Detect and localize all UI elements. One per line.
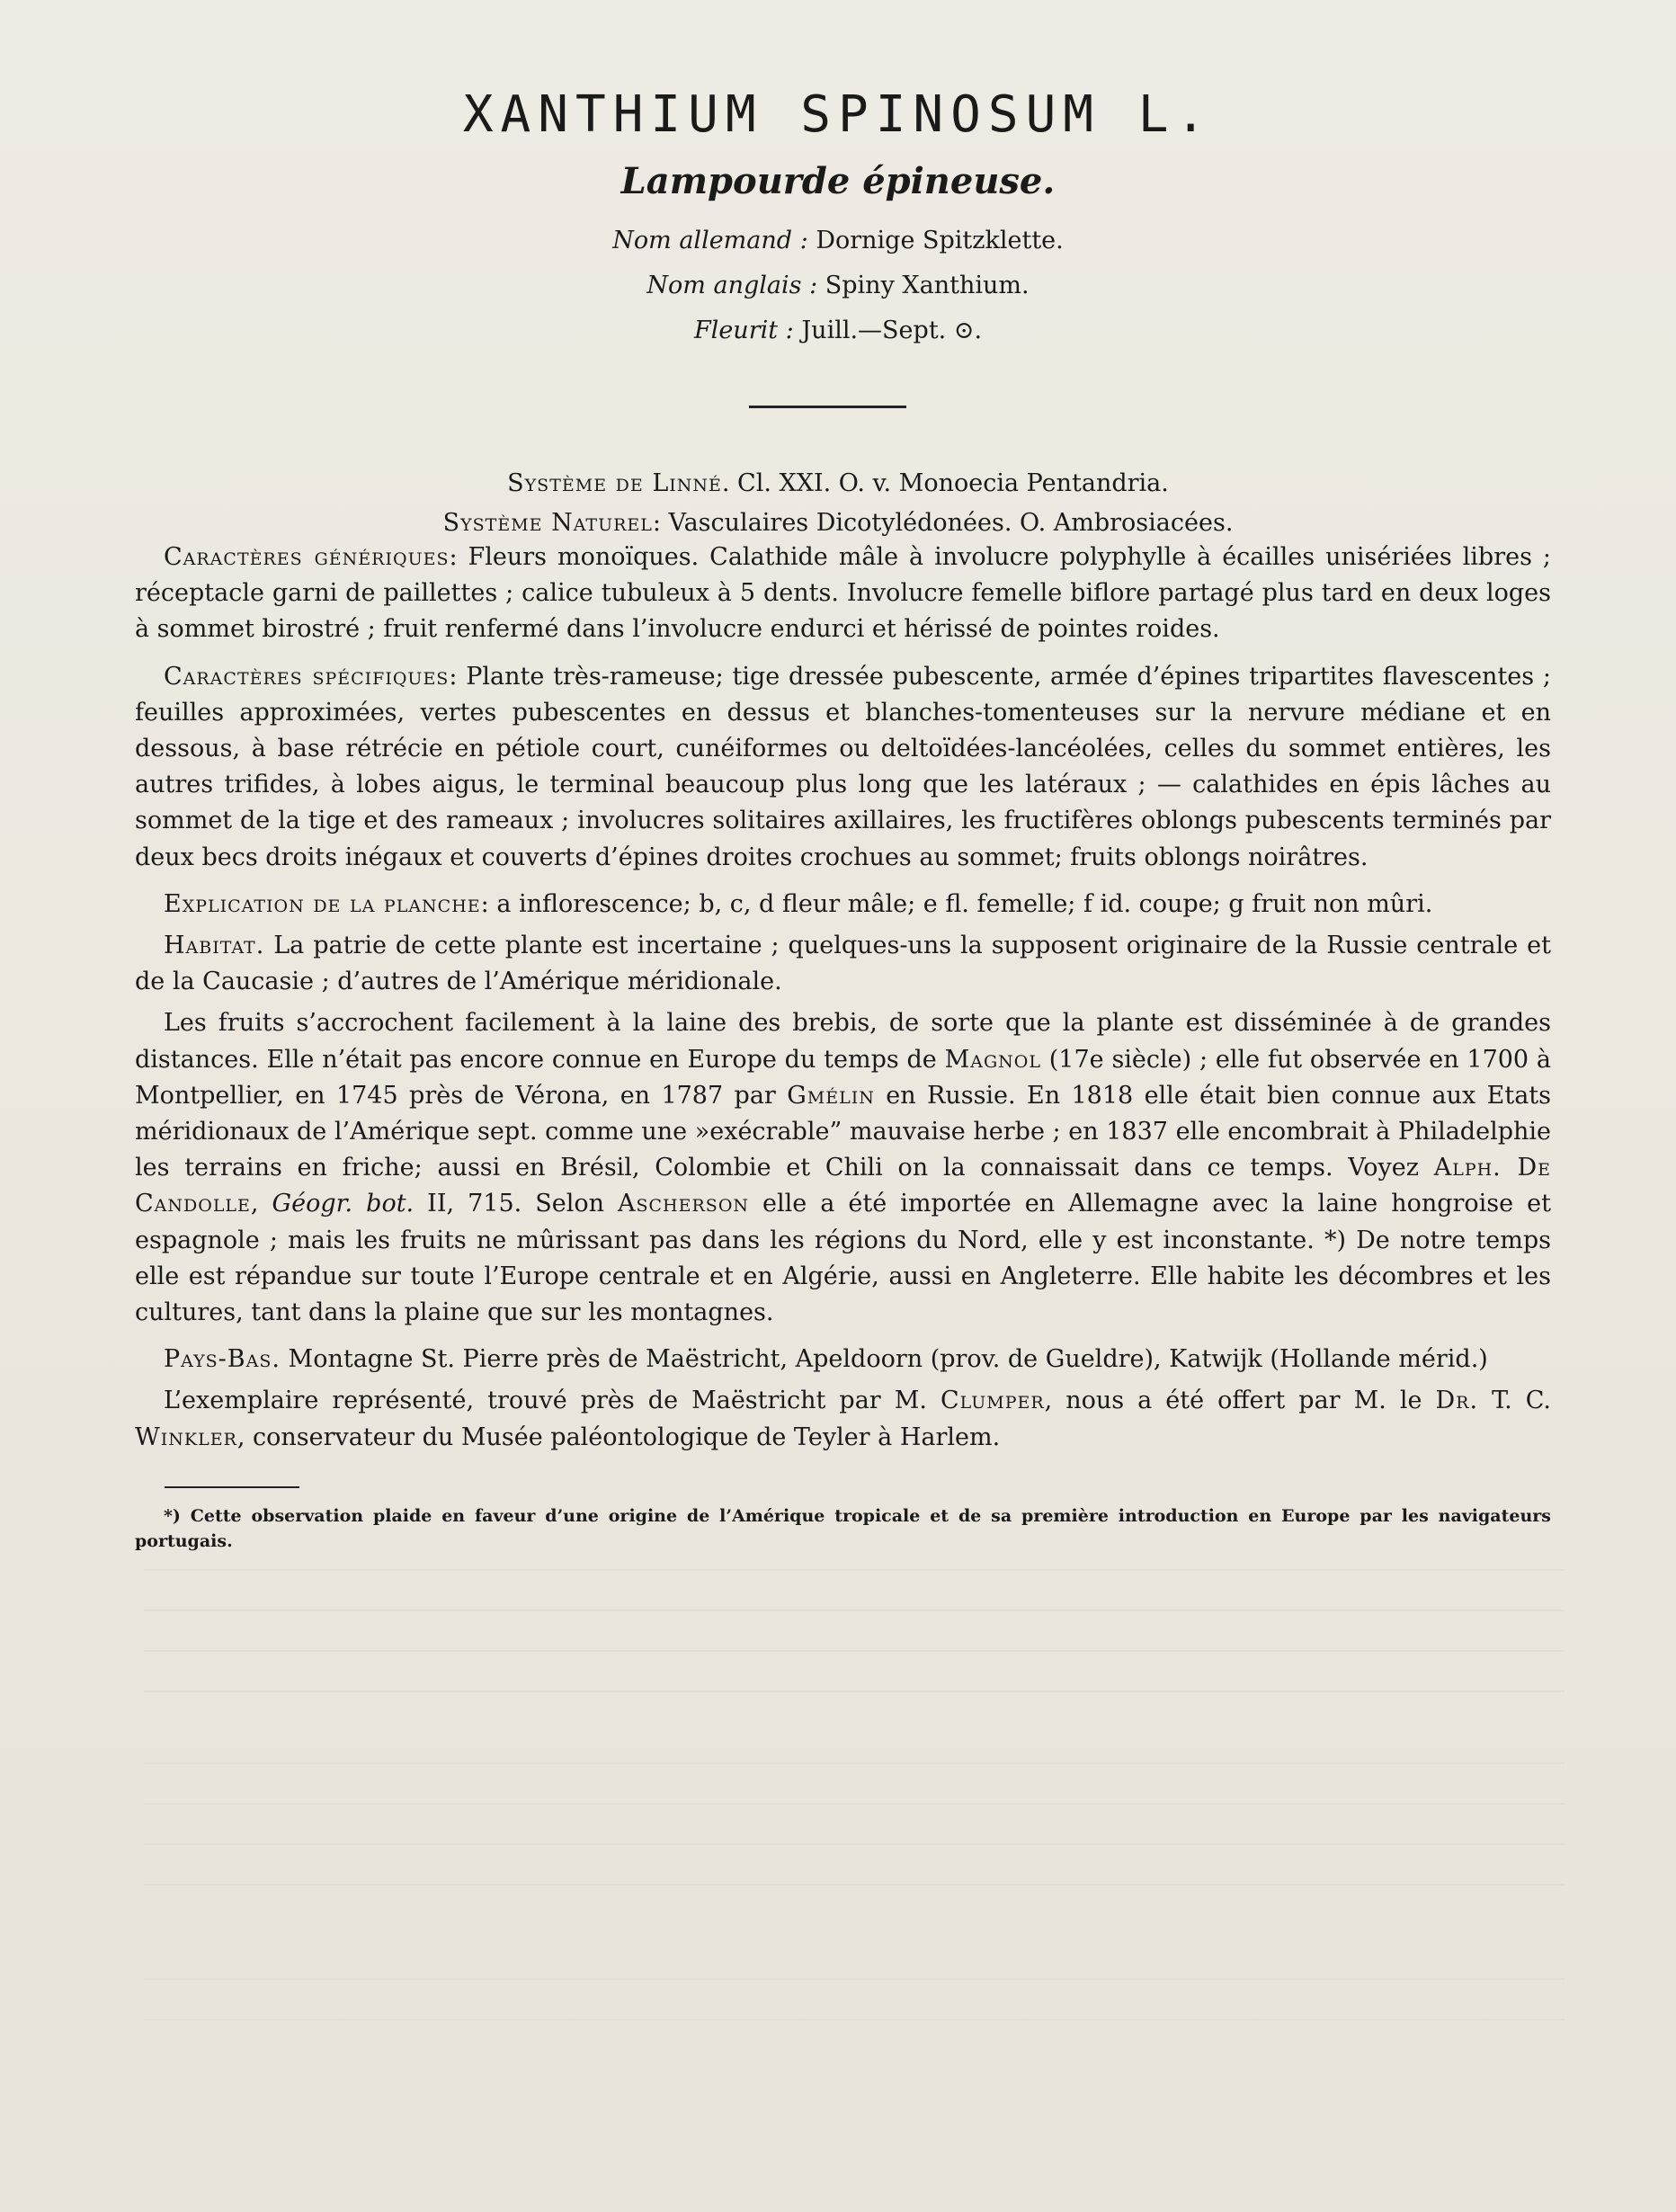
common-name-subtitle: Lampourde épineuse. bbox=[620, 160, 1056, 202]
footnote: *) Cette observation plaide en faveur d’une origine de l’Amérique tropicale et de sa première introduction en Europe par les navigateurs portugais. bbox=[135, 1506, 1551, 1551]
specimen-text-3: T. C. bbox=[1478, 1387, 1551, 1415]
german-name-line bbox=[0, 227, 1676, 254]
distribution-text-3: en Russie. En 1818 elle était bien connue aux Etats méridionaux de l’Amérique sept. comme une »exécrable” mauvaise herbe ; en 1837 elle encombrait à Philadelphie les terrains en friche; aussi en Brésil, Colombie et Chili on la connaissait dans ce temps. Voyez bbox=[135, 1081, 1551, 1182]
natural-system-line bbox=[0, 509, 1676, 537]
generic-characters-label: Caractères génériques bbox=[164, 543, 450, 571]
specimen-text-2: , nous a été offert par M. le bbox=[1044, 1387, 1436, 1415]
author-candolle: Alph. De Candolle bbox=[135, 1154, 1551, 1218]
netherlands-paragraph bbox=[135, 1342, 1551, 1378]
show-through-shadow bbox=[144, 1610, 1565, 1611]
netherlands-label: Pays-Bas. bbox=[164, 1345, 281, 1374]
show-through-shadow bbox=[144, 1978, 1565, 1980]
distribution-paragraph bbox=[135, 1005, 1551, 1331]
habitat-paragraph bbox=[135, 928, 1551, 1000]
author-ascherson: Ascherson bbox=[618, 1190, 750, 1218]
natural-system-label: Système Naturel bbox=[442, 509, 653, 537]
generic-characters-text: : Fleurs monoïques. Calathide mâle à involucre polyphylle à écailles unisériées libres ; réceptacle garni de paillettes ; calice tubuleux à 5 dents. Involucre femelle biflore partagé plus tard en deux loges à sommet birostré ; fruit renfermé dans l’involucre endurci et hérissé de pointes roides. bbox=[135, 543, 1552, 644]
distribution-text-5: II, 715. Selon bbox=[414, 1190, 618, 1218]
reference-geogr-bot: Géogr. bot. bbox=[272, 1190, 415, 1218]
plate-explanation-paragraph bbox=[135, 887, 1551, 923]
footnote-divider bbox=[165, 1486, 299, 1488]
plate-explanation-text: : a inflorescence; b, c, d fleur mâle; e fl. femelle; f id. coupe; g fruit non mûri. bbox=[480, 889, 1433, 918]
page-title: XANTHIUM SPINOSUM L. bbox=[462, 85, 1214, 144]
person-winkler: Winkler bbox=[135, 1423, 237, 1451]
specific-characters-paragraph bbox=[135, 659, 1551, 876]
show-through-shadow bbox=[144, 1690, 1565, 1692]
bloom-line bbox=[0, 317, 1676, 344]
show-through-shadow bbox=[144, 1762, 1565, 1764]
habitat-label: Habitat. bbox=[164, 932, 265, 960]
show-through-shadow bbox=[144, 1569, 1565, 1571]
habitat-text: La patrie de cette plante est incertaine ; quelques-uns la supposent originaire de la Russie centrale et de la Caucasie ; d’autres de l’Amérique méridionale. bbox=[135, 932, 1551, 996]
english-name-label: Nom anglais : bbox=[646, 272, 818, 299]
main-text bbox=[135, 540, 1551, 1467]
english-name-line bbox=[0, 272, 1676, 299]
show-through-shadow bbox=[144, 1843, 1565, 1845]
title-dr: Dr. bbox=[1435, 1387, 1479, 1415]
specimen-text-1: L’exemplaire représenté, trouvé près de Maëstricht par M. bbox=[164, 1387, 941, 1415]
distribution-text-6: elle a été importée en Allemagne avec la laine hongroise et espagnole ; mais les fruits ne mûrissant pas dans les régions du Nord, elle y est inconstante. *) De notre temps elle est répandue sur toute l’Europe centrale et en Algérie, aussi en Angleterre. Elle habite les décombres et les cultures, tant dans la plaine que sur les montagnes. bbox=[135, 1190, 1551, 1327]
author-magnol: Magnol bbox=[944, 1045, 1041, 1074]
specimen-text-4: , conservateur du Musée paléontologique de Teyler à Harlem. bbox=[236, 1423, 1001, 1451]
specimen-paragraph bbox=[135, 1383, 1551, 1455]
person-clumper: Clumper bbox=[940, 1387, 1045, 1415]
specific-characters-text: : Plante très-rameuse; tige dressée pubescente, armée d’épines tripartites flavescentes ; feuilles approximées, vertes pubescentes en dessus et blanches-tomenteuses sur la nervure médiane et en dessous, à base rétrécie en pétiole court, cunéiformes ou deltoïdées-lancéolées, celles du sommet entières, les autres trifides, à lobes aigus, le terminal beaucoup plus long que les latéraux ; — calathides en épis lâches au sommet de la tige et des rameaux ; involucres solitaires axillaires, les fructifères oblongs pubescents terminés par deux becs droits inégaux et couverts d’épines droites crochues au sommet; fruits oblongs noirâtres. bbox=[135, 662, 1551, 871]
linne-system-value: . Cl. XXI. O. v. Monoecia Pentandria. bbox=[721, 469, 1169, 497]
author-gmelin: Gmélin bbox=[787, 1081, 875, 1110]
english-name-value: Spiny Xanthium. bbox=[825, 272, 1030, 299]
show-through-shadow bbox=[144, 1884, 1565, 1886]
generic-characters-paragraph bbox=[135, 540, 1551, 648]
netherlands-text: Montagne St. Pierre près de Maëstricht, Apeldoorn (prov. de Gueldre), Katwijk (Hollande mérid.) bbox=[280, 1345, 1488, 1374]
distribution-text-2: (17e siècle) ; elle fut observée en 1700 à Montpellier, en 1745 près de Vérona, en 1787 par bbox=[135, 1045, 1552, 1110]
header-divider bbox=[749, 406, 906, 408]
show-through-shadow bbox=[144, 1650, 1565, 1652]
distribution-text-4: , bbox=[250, 1190, 272, 1218]
linne-system-line bbox=[0, 469, 1676, 497]
natural-system-value: : Vasculaires Dicotylédonées. O. Ambrosiacées. bbox=[652, 509, 1234, 537]
german-name-value: Dornige Spitzklette. bbox=[816, 227, 1064, 254]
specific-characters-label: Caractères spécifiques bbox=[164, 662, 450, 691]
bloom-value: Juill.—Sept. ⊙. bbox=[801, 317, 983, 344]
show-through-shadow bbox=[144, 2019, 1565, 2020]
plate-explanation-label: Explication de la planche bbox=[164, 889, 481, 918]
linne-system-label: Système de Linné bbox=[507, 469, 722, 497]
bloom-label: Fleurit : bbox=[693, 317, 794, 344]
show-through-shadow bbox=[144, 1803, 1565, 1805]
distribution-text-1: Les fruits s’accrochent facilement à la laine des brebis, de sorte que la plante est disséminée à de grandes distances. Elle n’était pas encore connue en Europe du temps de bbox=[135, 1009, 1551, 1074]
german-name-label: Nom allemand : bbox=[612, 227, 808, 254]
